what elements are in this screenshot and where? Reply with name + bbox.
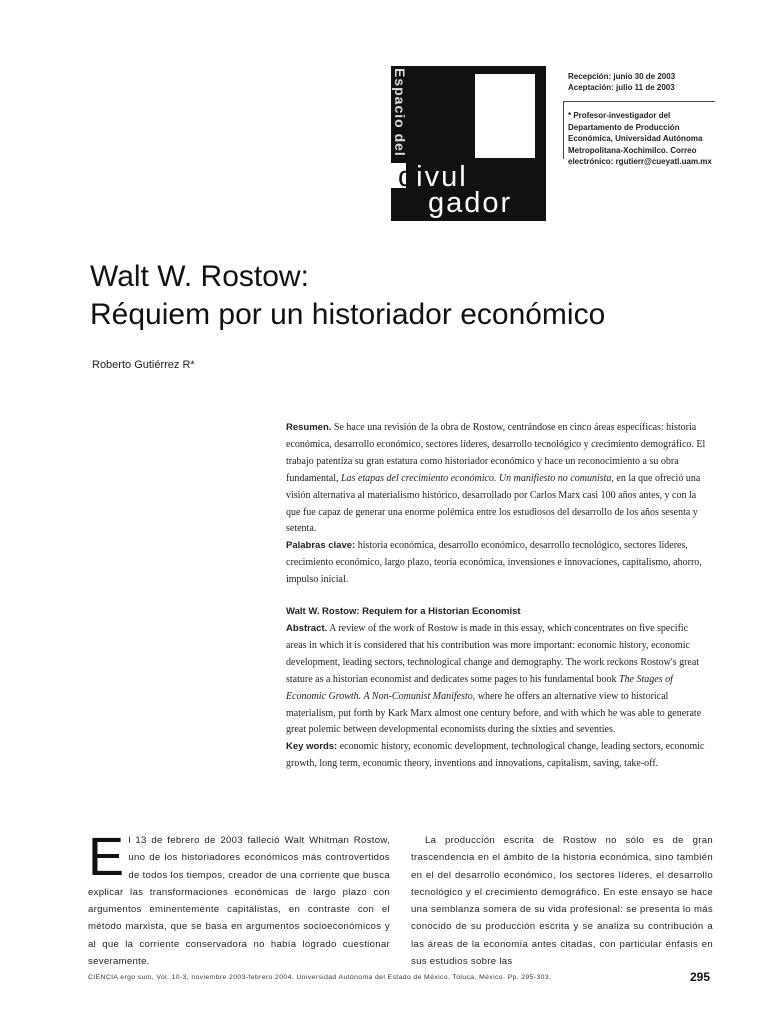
palabras-clave-paragraph: Palabras clave: historia económica, desarrollo económico, desarrollo tecnológico, sectores líderes, crecimiento económico, largo plazo, teoría económica, invensiones e innovaciones, capitalismo, ahorro, impulso inicial.	[286, 540, 702, 586]
resumen-paragraph: Resumen. Se hace una revisión de la obra de Rostow, centrándose en cinco áreas específicas: historia económica, desarrollo económico, sectores líderes, desarrollo tecnológico y crecimiento demográfico. El trabajo patentiza su gran estatura como historiador económico y hace un reconocimiento a su obra fundamental, Las etapas del crecimiento económico. Un manifiesto no comunista, en la que ofreció una visión alternativa al materialismo histórico, desarrollado por Carlos Marx casi 100 años antes, y con la que fue capaz de generar una enorme polémica entre los estudiosos del desarrollo de los años sesenta y setenta.	[286, 422, 706, 535]
logo-white-square	[475, 74, 535, 158]
logo-vertical-text: Espacio del	[392, 68, 408, 157]
title-line-2: Réquiem por un historiador económico	[90, 298, 606, 331]
journal-footer: CIENCIA ergo sum, Vol. 10-3, noviembre 2003-febrero 2004. Universidad Autónoma del Estado de México, Toluca, México. Pp. 295-303.	[88, 974, 552, 981]
received-date: Recepción: junio 30 de 2003	[568, 72, 676, 81]
book-title-es: Las etapas del crecimiento económico. Un manifiesto no comunista	[340, 472, 612, 484]
accepted-date: Aceptación: julio 11 de 2003	[568, 82, 675, 92]
journal-section-logo	[391, 66, 546, 221]
body-column-right: La producción escrita de Rostow no sólo es de gran trascendencia en el ámbito de la historia económica, sino también en el del desarrollo económico, los sectores líderes, el desarrollo tecnológico y el crecimiento demográfico. En este ensayo se hace una semblanza somera de su vida profesional: se presenta lo más conocido de su producción escrita y se analiza su contribución a las áreas de la economía antes citadas, con particular énfasis en sus estudios sobre las	[411, 835, 713, 968]
author-name: Roberto Gutiérrez R*	[92, 359, 195, 371]
affiliation-rule	[563, 101, 564, 159]
palabras-clave-label: Palabras clave:	[286, 540, 356, 552]
english-title: Walt W. Rostow: Requiem for a Historian Economist	[286, 606, 521, 618]
key-words-label: Key words:	[286, 741, 338, 753]
abstract-block	[286, 420, 711, 773]
author-affiliation: * Profesor-investigador del Departamento de Producción Económica, Universidad Autónoma Metropolitana-Xochimilco. Correo electrónico: rgutierr@cueyatl.uam.mx	[568, 111, 712, 166]
key-words-paragraph: Key words: economic history, economic development, technological change, leading sectors, economic growth, long term, economic theory, inventions and innovations, capitalism, saving, take-off.	[286, 741, 705, 770]
book-title-en: The Stages of Economic Growth. A Non-Comunist Manifesto	[286, 673, 673, 702]
resumen-label: Resumen.	[286, 422, 332, 433]
title-line-1: Walt W. Rostow:	[90, 260, 309, 293]
drop-cap: E	[88, 827, 125, 887]
article-title	[90, 258, 710, 334]
reception-divider	[563, 101, 715, 102]
logo-word-gador: gador	[428, 187, 513, 219]
abstract-label: Abstract.	[286, 622, 328, 634]
reception-dates	[568, 72, 716, 93]
body-column-left: El 13 de febrero de 2003 falleció Walt Whitman Rostow, uno de los historiadores económicos más controvertidos de todos los tiempos, creador de una corriente que busca explicar las transformaciones económicas de largo plazo con argumentos eminentemente capitalistas, en contraste con el método marxista, que se basa en argumentos socioeconómicos y al que la corriente conservadora no había logrado cuestionar severamente.	[88, 827, 390, 968]
page-number: 295	[690, 970, 711, 984]
logo-word-divul: divul	[398, 161, 468, 193]
abstract-paragraph: Abstract. A review of the work of Rostow is made in this essay, which concentrates on five specific areas in which it is considered that his contribution was more important: economic history, economic development, leading sectors, technological change and demography. The work reckons Rostow's great stature as a historian economist and dedicates some pages to his fundamental book The Stages of Economic Growth. A Non-Comunist Manifesto, where he offers an alternative view to historical materialism, put forth by Kark Marx almost one century before, and with which he was able to generate great polemic between developmental economists during the sixties and seventies.	[286, 622, 702, 736]
